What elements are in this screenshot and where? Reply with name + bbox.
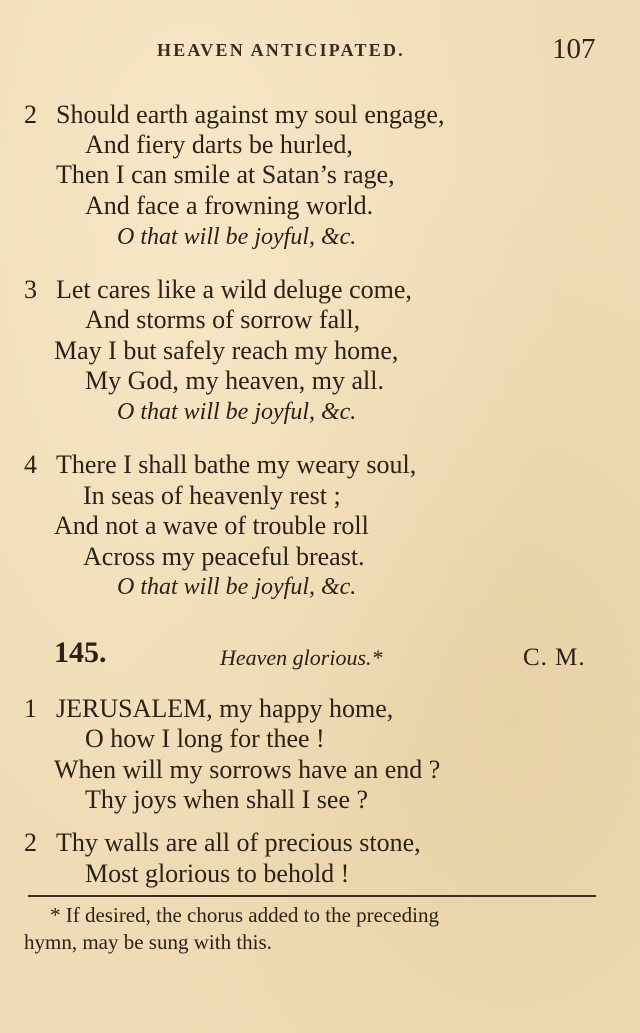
footnote-line: * If desired, the chorus added to the preceding [50,903,439,927]
verse-line: And storms of sorrow fall, [85,305,361,334]
verse-line: And not a wave of trouble roll [54,511,369,540]
chorus-line: O that will be joyful, &c. [117,399,357,425]
hymn-meter: C. M. [523,644,586,671]
verse-line: Thy joys when shall I see ? [85,785,369,814]
verse-number: 3 [24,275,37,304]
chorus-line: O that will be joyful, &c. [117,224,357,250]
verse-line: Across my peaceful breast. [83,542,365,571]
verse-number: 2 [24,100,37,129]
footnote-line: hymn, may be sung with this. [24,930,272,954]
running-header: HEAVEN ANTICIPATED. [157,40,405,60]
verse-number: 1 [24,694,37,723]
verse-number: 2 [24,828,37,857]
verse-line: There I shall bathe my weary soul, [56,450,417,479]
verse-line: My God, my heaven, my all. [85,366,384,395]
hymn-number: 145. [54,636,107,669]
footnote-rule [28,895,596,897]
chorus-line: O that will be joyful, &c. [117,574,357,600]
verse-line: O how I long for thee ! [85,724,325,753]
verse-line: Thy walls are all of precious stone, [56,828,421,857]
verse-line: Then I can smile at Satan’s rage, [56,160,395,189]
hymn-title: Heaven glorious.* [220,645,383,670]
page-number: 107 [552,33,596,65]
verse-line: When will my sorrows have an end ? [54,755,441,784]
verse-line: May I but safely reach my home, [54,336,399,365]
verse-number: 4 [24,450,37,479]
verse-line: In seas of heavenly rest ; [83,481,341,510]
verse-line: Most glorious to behold ! [85,859,350,888]
verse-line: Should earth against my soul engage, [56,100,445,129]
verse-line: And face a frowning world. [85,191,374,220]
verse-line: JERUSALEM, my happy home, [56,694,394,723]
verse-line: And fiery darts be hurled, [85,130,353,159]
verse-line: Let cares like a wild deluge come, [56,275,412,304]
